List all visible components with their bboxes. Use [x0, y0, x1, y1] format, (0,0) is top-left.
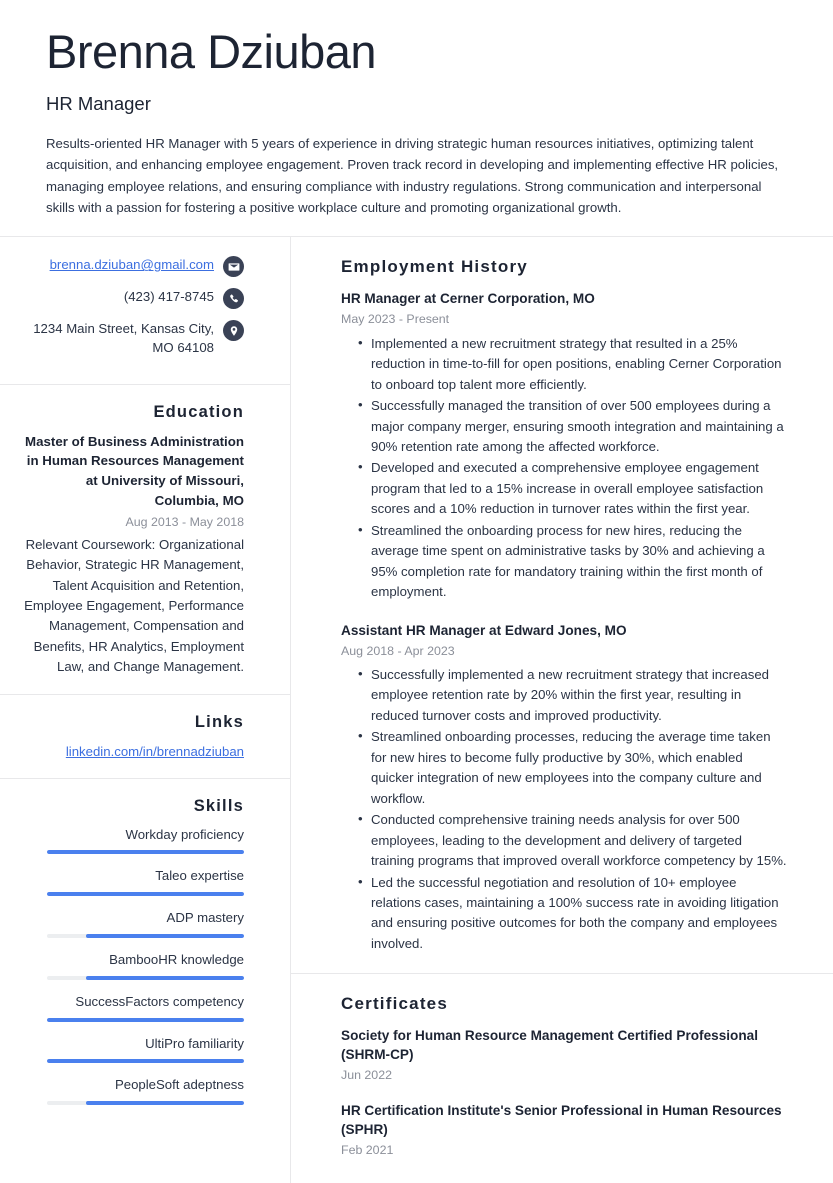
skill-bar-fill — [47, 1018, 244, 1022]
main-column — [291, 237, 833, 1183]
skill-item — [22, 867, 244, 896]
contact-phone[interactable]: (423) 417-8745 — [123, 289, 214, 305]
bullet-item: • Conducted comprehensive training needs analysis for over 500 employees, leading to the development and delivery of targeted training programs that improved overall workforce competency by 15%. — [358, 810, 787, 871]
skill-item — [22, 993, 244, 1022]
professional-summary: Results-oriented HR Manager with 5 years of experience in driving strategic human resources initiatives, optimizing talent acquisition, and enhancing employee engagement. Proven track record in developing and implementing effective HR policies, managing employee relations, and ensuring compliance with industry regulations. Strong communication and interpersonal skills with a passion for fostering a positive workplace culture and promoting organizational growth. — [46, 135, 779, 215]
bullet-item: • Streamlined the onboarding process for new hires, reducing the average time spent on administrative tasks by 30% and achieving a 95% completion rate for mandatory training within the first month of employment. — [358, 521, 787, 603]
resume-header — [0, 0, 833, 237]
skill-item — [22, 909, 244, 938]
skill-label: Taleo expertise — [155, 868, 244, 884]
employment-history-section — [291, 237, 833, 974]
link-linkedin[interactable]: linkedin.com/in/brennadziuban — [65, 743, 244, 759]
skill-bar-fill — [86, 976, 244, 980]
candidate-name: Brenna Dziuban — [46, 25, 377, 78]
skill-label: Workday proficiency — [125, 826, 244, 842]
sidebar — [0, 237, 291, 1183]
skill-bar-track — [47, 850, 244, 854]
links-heading: Links — [194, 712, 244, 731]
skill-bar-fill — [47, 1059, 244, 1063]
contact-section — [0, 237, 290, 384]
employment-entry — [341, 621, 787, 955]
employment-entry — [341, 289, 787, 602]
skills-section — [0, 779, 290, 1122]
skill-item — [22, 951, 244, 980]
skill-item — [22, 1035, 244, 1064]
employment-date: May 2023 - Present — [341, 312, 450, 327]
education-heading: Education — [153, 402, 244, 421]
skill-item — [22, 826, 244, 855]
education-date: Aug 2013 - May 2018 — [125, 515, 244, 530]
phone-icon — [223, 288, 244, 309]
employment-bullets — [341, 665, 787, 954]
skill-bar-track — [47, 1018, 244, 1022]
certificate-entry — [341, 1026, 787, 1084]
envelope-icon — [223, 256, 244, 277]
skill-bar-track — [47, 934, 244, 938]
skill-label: SuccessFactors competency — [75, 993, 244, 1009]
contact-address-row[interactable] — [22, 319, 244, 357]
certificates-section — [291, 974, 833, 1182]
employment-title: HR Manager at Cerner Corporation, MO — [341, 291, 595, 307]
contact-address[interactable]: 1234 Main Street, Kansas City, MO 64108 — [33, 321, 214, 356]
links-section — [0, 695, 290, 779]
skill-bar-fill — [47, 892, 244, 896]
certificate-entry — [341, 1101, 787, 1159]
bullet-item: • Streamlined onboarding processes, reducing the average time taken for new hires to become fully productive by 30%, which enabled quicker integration of new employees into the company culture and workflow. — [358, 727, 787, 809]
bullet-item: • Implemented a new recruitment strategy that resulted in a 25% reduction in time-to-fill for open positions, enabling Cerner Corporation to onboard top talent more efficiently. — [358, 334, 787, 395]
skill-label: BambooHR knowledge — [109, 952, 244, 968]
skills-heading: Skills — [193, 796, 244, 815]
bullet-item: • Led the successful negotiation and resolution of 10+ employee relations cases, maintaining a 100% success rate in avoiding litigation and ensuring positive outcomes for both the company and employees involved. — [358, 873, 787, 955]
candidate-job-title: HR Manager — [46, 92, 151, 114]
resume-body — [0, 237, 833, 1183]
contact-phone-row[interactable] — [22, 287, 244, 309]
employment-history-heading: Employment History — [341, 257, 528, 277]
skill-bar-fill — [86, 1101, 244, 1105]
skill-bar-fill — [47, 850, 244, 854]
skill-label: ADP mastery — [166, 910, 244, 926]
skill-item — [22, 1076, 244, 1105]
certificates-heading: Certificates — [341, 994, 448, 1014]
certificate-date: Feb 2021 — [341, 1142, 394, 1157]
contact-email[interactable]: brenna.dziuban@gmail.com — [49, 257, 214, 273]
employment-date: Aug 2018 - Apr 2023 — [341, 643, 455, 658]
contact-email-row[interactable] — [22, 255, 244, 277]
employment-title: Assistant HR Manager at Edward Jones, MO — [341, 622, 627, 638]
skill-label: PeopleSoft adeptness — [114, 1077, 244, 1093]
bullet-item: • Successfully implemented a new recruitment strategy that increased employee retention rate by 20% within the first year, resulting in reduced turnover costs and improved productivity. — [358, 665, 787, 726]
bullet-item: • Successfully managed the transition of over 500 employees during a major company merger, ensuring smooth integration and maintaining a 90% retention rate among the affected workforce. — [358, 396, 787, 457]
skill-bar-track — [47, 892, 244, 896]
certificate-title: Society for Human Resource Management Certified Professional (SHRM-CP) — [341, 1028, 758, 1063]
certificate-date: Jun 2022 — [341, 1068, 392, 1083]
skill-bar-track — [47, 976, 244, 980]
education-description: Relevant Coursework: Organizational Behavior, Strategic HR Management, Talent Acquisition and Retention, Employee Engagement, Performance Management, Compensation and Benefits, HR Analytics, Employment Law, and Change Management. — [24, 536, 244, 675]
education-section — [0, 385, 290, 695]
bullet-item: • Developed and executed a comprehensive employee engagement program that led to a 15% increase in overall employee satisfaction scores and a 10% reduction in turnover rates within the first year. — [358, 458, 787, 519]
employment-bullets — [341, 334, 787, 603]
location-pin-icon — [223, 320, 244, 341]
certificate-title: HR Certification Institute's Senior Professional in Human Resources (SPHR) — [341, 1102, 782, 1137]
skill-bar-track — [47, 1101, 244, 1105]
skill-label: UltiPro familiarity — [145, 1035, 244, 1051]
skill-bar-track — [47, 1059, 244, 1063]
skill-bar-fill — [86, 934, 244, 938]
education-degree: Master of Business Administration in Human Resources Management at University of Missouri, Columbia, MO — [25, 433, 244, 508]
